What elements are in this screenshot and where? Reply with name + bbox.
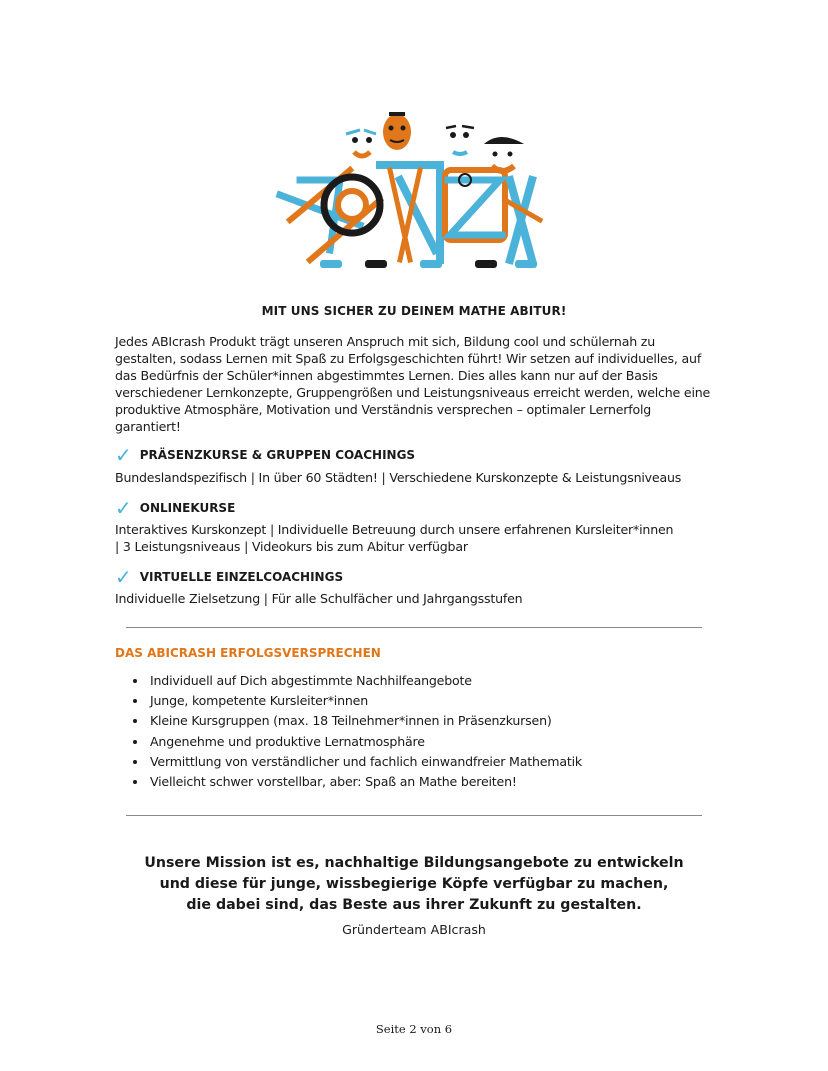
list-item: • Vermittlung von verständlicher und fachlich einwandfreier Mathematik — [148, 752, 582, 772]
mission-line: und diese für junge, wissbegierige Köpfe verfügbar zu machen, — [159, 876, 669, 892]
promise-list — [115, 671, 582, 792]
feature-text-praesenzkurse: Bundeslandspezifisch | In über 60 Städten! | Verschiedene Kurskonzepte & Leistungsniveaus — [115, 470, 682, 485]
checkmark-icon: ✓ — [115, 565, 132, 589]
abicrash-logo-illustration — [270, 110, 550, 275]
mission-line: die dabei sind, das Beste aus ihrer Zukunft zu gestalten. — [186, 897, 642, 913]
list-item: • Individuell auf Dich abgestimmte Nachhilfeangebote — [148, 671, 582, 691]
face-4 — [484, 137, 524, 171]
feature-title-onlinekurse — [115, 496, 236, 520]
page-headline: MIT UNS SICHER ZU DEINEM MATHE ABITUR! — [261, 304, 567, 318]
letters-abi — [280, 165, 540, 260]
list-item: • Angenehme und produktive Lernatmosphäre — [148, 732, 582, 752]
promise-section-title: DAS ABICRASH ERFOLGSVERSPRECHEN — [115, 646, 381, 660]
face-1 — [346, 130, 376, 156]
divider-top — [126, 627, 702, 628]
feature-title-praesenzkurse — [115, 443, 416, 467]
face-3 — [446, 126, 474, 154]
mission-statement — [0, 853, 828, 916]
feet — [320, 260, 537, 268]
divider-bottom — [126, 815, 702, 816]
feature-text-einzelcoachings: Individuelle Zielsetzung | Für alle Schulfächer und Jahrgangsstufen — [115, 591, 523, 606]
checkmark-icon: ✓ — [115, 443, 132, 467]
feature-title-einzelcoachings — [115, 565, 344, 589]
mission-author: Gründerteam ABIcrash — [342, 922, 486, 937]
feature-text-onlinekurse: Interaktives Kurskonzept | Individuelle Betreuung durch unsere erfahrenen Kursleiter*innen | 3 Leistungsniveaus | Videokurs bis zum Abitur verfügbar — [115, 522, 674, 554]
face-2 — [383, 112, 411, 150]
checkmark-icon: ✓ — [115, 496, 132, 520]
list-item: • Kleine Kursgruppen (max. 18 Teilnehmer*innen in Präsenzkursen) — [148, 711, 582, 731]
feature-title-text: VIRTUELLE EINZELCOACHINGS — [139, 570, 344, 584]
page-number: Seite 2 von 6 — [375, 1022, 453, 1036]
feature-title-text: ONLINEKURSE — [139, 501, 236, 515]
list-item: • Junge, kompetente Kursleiter*innen — [148, 691, 582, 711]
mission-line: Unsere Mission ist es, nachhaltige Bildungsangebote zu entwickeln — [144, 855, 684, 871]
feature-title-text: PRÄSENZKURSE & GRUPPEN COACHINGS — [139, 448, 416, 462]
list-item: • Vielleicht schwer vorstellbar, aber: Spaß an Mathe bereiten! — [148, 772, 582, 792]
intro-paragraph: Jedes ABIcrash Produkt trägt unseren Anspruch mit sich, Bildung cool und schülernah zu gestalten, sodass Lernen mit Spaß zu Erfolgsgeschichten führt! Wir setzen auf individuelles, auf das Bedürfnis der Schüler*innen abgestimmtes Lernen. Dies alles kann nur auf der Basis verschiedener Lernkonzepte, Gruppengrößen und Leistungsniveaus erreicht werden, welche eine produktive Atmosphäre, Motivation und Verständnis versprechen – optimaler Lernerfolg garantiert! — [115, 334, 711, 434]
